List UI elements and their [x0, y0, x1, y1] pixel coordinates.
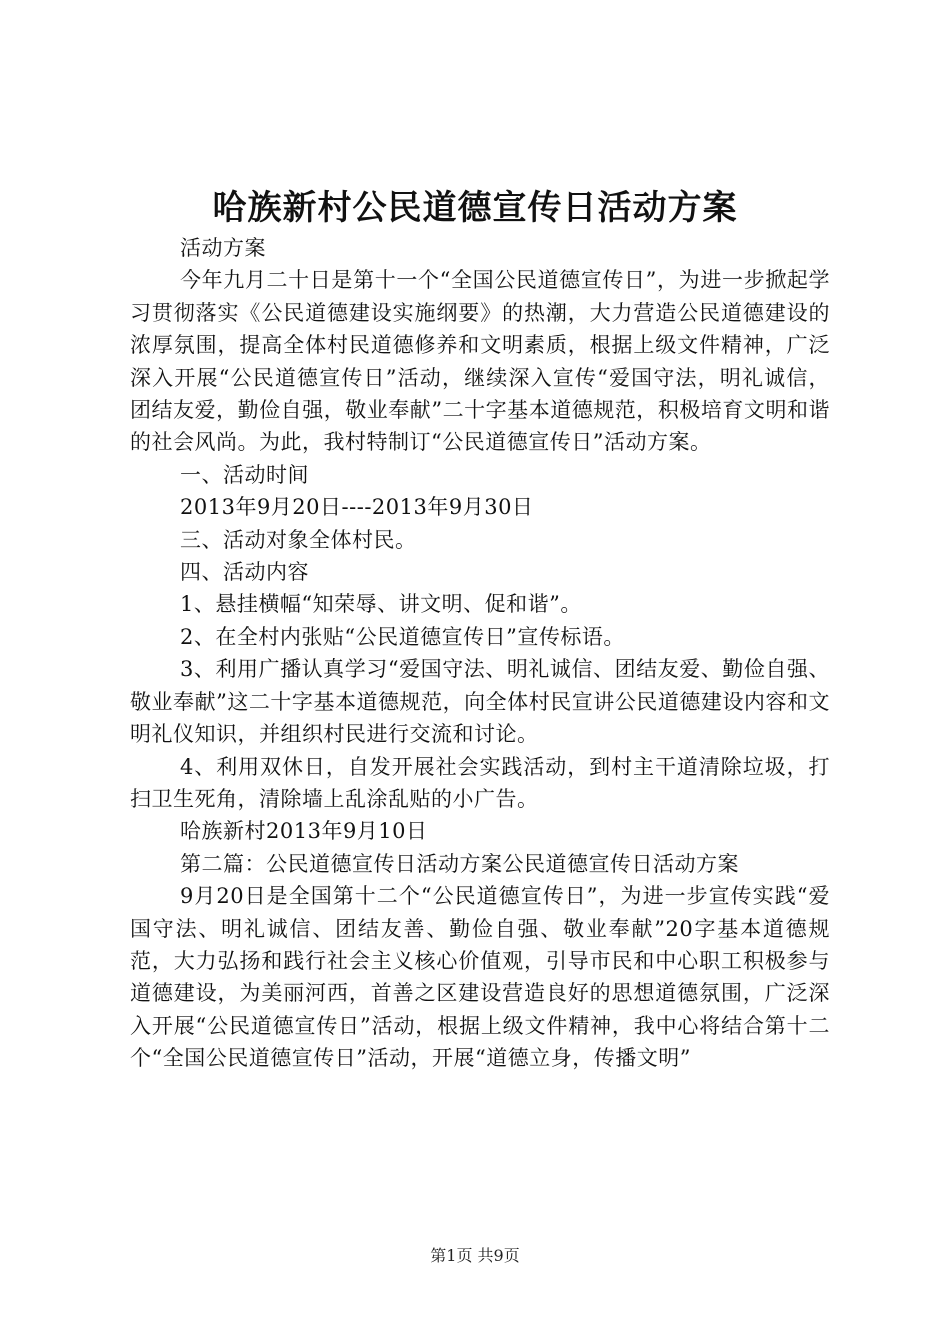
- paragraph: 1、悬挂横幅“知荣辱、讲文明、促和谐”。: [180, 592, 582, 617]
- paragraph: 哈族新村2013年9月10日: [180, 819, 428, 844]
- paragraph: 活动方案: [180, 236, 266, 260]
- paragraph: 2、在全村内张贴“公民道德宣传日”宣传标语。: [180, 624, 625, 649]
- paragraph: 9月20日是全国第十二个“公民道德宣传日”，为进一步宣传实践“爱国守法、明礼诚信、团结友善、勤俭自强、敬业奉献”20字基本道德规范，大力弘扬和践行社会主义核心价值观，引导市民和中心职工积极参与道德建设，为美丽河西，首善之区建设营造良好的思想道德氛围，广泛深入开展“公民道德宣传日”活动，根据上级文件精神，我中心将结合第十二个“全国公民道德宣传日”活动，开展“道德立身，传播文明”: [130, 884, 830, 1071]
- page-number-footer: 第1页 共9页: [430, 1246, 520, 1265]
- paragraph: 第二篇：公民道德宣传日活动方案公民道德宣传日活动方案: [180, 851, 739, 876]
- paragraph: 4、利用双休日，自发开展社会实践活动，到村主干道清除垃圾，打扫卫生死角，清除墙上乱涂乱贴的小广告。: [130, 754, 830, 811]
- document-body: [130, 232, 830, 1075]
- paragraph: 3、利用广播认真学习“爱国守法、明礼诚信、团结友爱、勤俭自强、敬业奉献”这二十字基本道德规范，向全体村民宣讲公民道德建设内容和文明礼仪知识，并组织村民进行交流和讨论。: [130, 657, 830, 747]
- paragraph: 一、活动时间: [180, 462, 309, 487]
- paragraph: 2013年9月20日----2013年9月30日: [180, 495, 534, 520]
- paragraph: 今年九月二十日是第十一个“全国公民道德宣传日”，为进一步掀起学习贯彻落实《公民道德建设实施纲要》的热潮，大力营造公民道德建设的浓厚氛围，提高全体村民道德修养和文明素质，根据上级文件精神，广泛深入开展“公民道德宣传日”活动，继续深入宣传“爱国守法，明礼诚信，团结友爱，勤俭自强，敬业奉献”二十字基本道德规范，积极培育文明和谐的社会风尚。为此，我村特制订“公民道德宣传日”活动方案。: [130, 268, 830, 455]
- paragraph: 三、活动对象全体村民。: [180, 527, 417, 552]
- document-title: 哈族新村公民道德宣传日活动方案: [212, 188, 738, 228]
- paragraph: 四、活动内容: [180, 560, 309, 585]
